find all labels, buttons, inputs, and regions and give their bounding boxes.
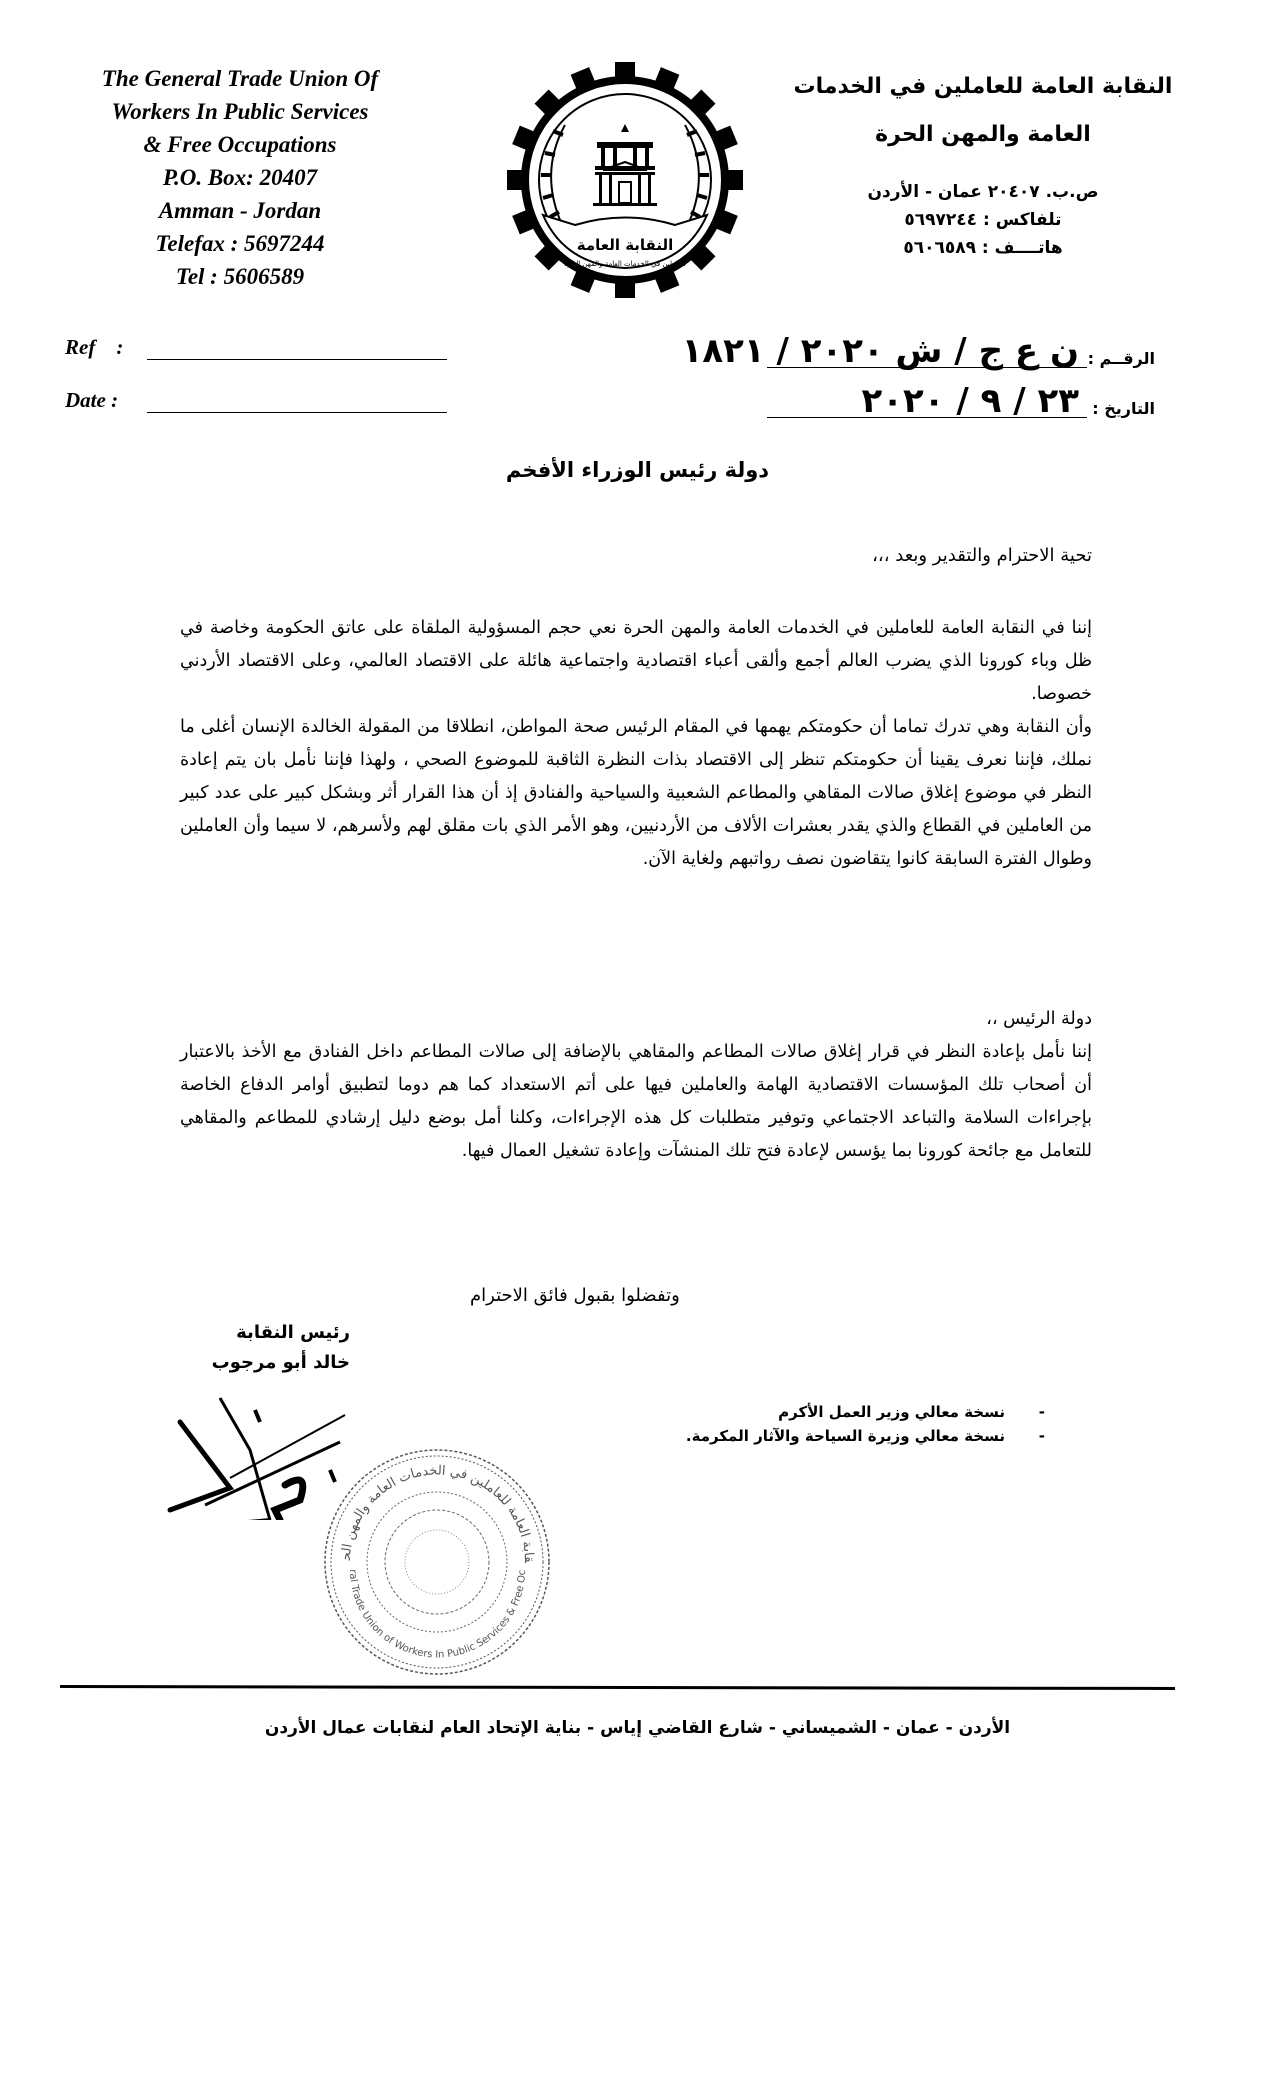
footer-address: الأردن - عمان - الشميساني - شارع القاضي إياس - بناية الإتحاد العام لنقابات عمال الأردن bbox=[264, 1718, 1011, 1738]
closing-line: وتفضلوا بقبول فائق الاحترام bbox=[470, 1285, 680, 1306]
ar-date-label: التاريخ : bbox=[1092, 399, 1155, 418]
arabic-letterhead bbox=[783, 72, 1183, 262]
letter-body-part-2 bbox=[180, 1003, 1092, 1168]
letter-body-part-1 bbox=[180, 612, 1092, 876]
handwritten-date: ٢٣ / ٩ / ٢٠٢٠ bbox=[861, 381, 1079, 421]
stamp-text-ar: قابة العامة للعاملين في الخدمات العامة والمهن الح bbox=[338, 1463, 537, 1564]
ref-colon: : bbox=[116, 335, 124, 359]
copies-list bbox=[686, 1400, 1045, 1448]
telefax-ar: تلفاكس : ٥٦٩٧٢٤٤ bbox=[904, 210, 1062, 230]
po-box-ar: ص.ب. ٢٠٤٠٧ عمان - الأردن bbox=[867, 182, 1099, 202]
signatory-name: خالد أبو مرجوب bbox=[211, 1352, 350, 1373]
arabic-date-field bbox=[655, 381, 1155, 425]
union-seal-stamp bbox=[320, 1445, 555, 1680]
ref-field bbox=[65, 335, 145, 360]
telephone-ar: هاتــــف : ٥٦٠٦٥٨٩ bbox=[903, 238, 1063, 258]
copy-text: نسخة معالي وزير العمل الأكرم bbox=[778, 1403, 1005, 1421]
salutation-2: دولة الرئيس ،، bbox=[986, 1009, 1092, 1029]
date-label: Date : bbox=[65, 388, 119, 412]
union-name-line-1: The General Trade Union Of bbox=[101, 66, 379, 91]
copy-item bbox=[686, 1424, 1045, 1448]
date-field bbox=[65, 388, 145, 413]
signatory-title: رئيس النقابة bbox=[236, 1322, 350, 1343]
paragraph-2: وأن النقابة وهي تدرك تماما أن حكومتكم يهمها في المقام الرئيس صحة المواطن، انطلاقا من المقولة الخالدة الإنسان أغلى ما نملك، فإننا نعرف يقينا أن حكومتكم تنظر إلى الاقتصاد بذات النظرة الثاقبة للموضوع الصحي ، ولهذا فإننا نأمل بان يتم إعادة النظر في موضوع إغلاق صالات المقاهي والمطاعم الشعبية والسياحية والفنادق إذ أن هذا القرار أثر وبشكل كبير على عدد كبير من العاملين في القطاع والذي يقدر بعشرات الألاف من الأردنيين، وهو الأمر الذي بات مقلق لهم ولأسرهم، لا سيما وأن العاملين وطوال الفترة السابقة كانوا يتقاضون نصف رواتبهم ولغاية الآن. bbox=[180, 717, 1092, 869]
copy-bullet: - bbox=[1038, 1403, 1045, 1421]
ref-label: Ref bbox=[65, 335, 96, 359]
city: Amman - Jordan bbox=[158, 198, 322, 223]
union-name-ar-line-1: النقابة العامة للعاملين في الخدمات bbox=[793, 74, 1173, 99]
addressee: دولة رئيس الوزراء الأفخم bbox=[505, 458, 770, 482]
union-name-line-3: & Free Occupations bbox=[143, 132, 337, 157]
date-line bbox=[147, 412, 447, 413]
telefax: Telefax : 5697244 bbox=[155, 231, 325, 256]
ar-ref-label: الرقــم : bbox=[1087, 349, 1155, 368]
logo-text-main: النقابة العامة bbox=[576, 236, 674, 254]
union-seal-stamp-icon bbox=[320, 1445, 555, 1680]
copy-item bbox=[686, 1400, 1045, 1424]
paragraph-3: إننا نأمل بإعادة النظر في قرار إغلاق صالات المطاعم والمقاهي بالإضافة إلى صالات المطاعم داخل الفنادق مع الأخذ بالاعتبار أن أصحاب تلك المؤسسات الاقتصادية الهامة والعاملين فيها على أتم الاستعداد كما هم دوما لتطبيق أوامر الدفاع الخاصة بإجراءات السلامة والتباعد الاجتماعي وتوفير متطلبات كل هذه الإجراءات، وكلنا أمل بوضع دليل إرشادي للمطاعم والمقاهي للتعامل مع جائحة كورونا بما يؤسس لإعادة فتح تلك المنشآت وإعادة تشغيل العمال فيها. bbox=[180, 1042, 1092, 1161]
footer-divider bbox=[60, 1685, 1175, 1690]
union-name-line-2: Workers In Public Services bbox=[111, 99, 369, 124]
paragraph-1: إننا في النقابة العامة للعاملين في الخدمات العامة والمهن الحرة نعي حجم المسؤولية الملقاة على عاتق الحكومة وخاصة في ظل وباء كورونا الذي يضرب العالم أجمع وألقى أعباء اقتصادية واجتماعية هائلة على الاقتصاد العالمي، وعلى الاقتصاد الأردني خصوصا. bbox=[180, 618, 1092, 704]
union-name-ar-line-2: العامة والمهن الحرة bbox=[875, 122, 1091, 147]
union-logo bbox=[505, 60, 745, 300]
telephone: Tel : 5606589 bbox=[175, 264, 305, 289]
stamp-text-en: ral Trade Union of Workers In Public Services & Free Oc bbox=[346, 1569, 529, 1661]
ref-line bbox=[147, 359, 447, 360]
greeting: تحية الاحترام والتقدير وبعد ،،، bbox=[872, 545, 1092, 566]
logo-text-sub: للعاملين في الخدمات العامة والمهن الحرة bbox=[564, 260, 686, 268]
signatory-block bbox=[160, 1318, 350, 1378]
arabic-ref-field bbox=[655, 331, 1155, 375]
union-gear-emblem-icon bbox=[505, 60, 745, 300]
copy-text: نسخة معالي وزيرة السياحة والآثار المكرمة. bbox=[685, 1427, 1005, 1445]
english-letterhead bbox=[40, 62, 440, 293]
handwritten-ref-number: ن ع ج / ش ٢٠٢٠ / ١٨٢١ bbox=[681, 331, 1079, 371]
copy-bullet: - bbox=[1038, 1427, 1045, 1445]
po-box: P.O. Box: 20407 bbox=[162, 165, 318, 190]
